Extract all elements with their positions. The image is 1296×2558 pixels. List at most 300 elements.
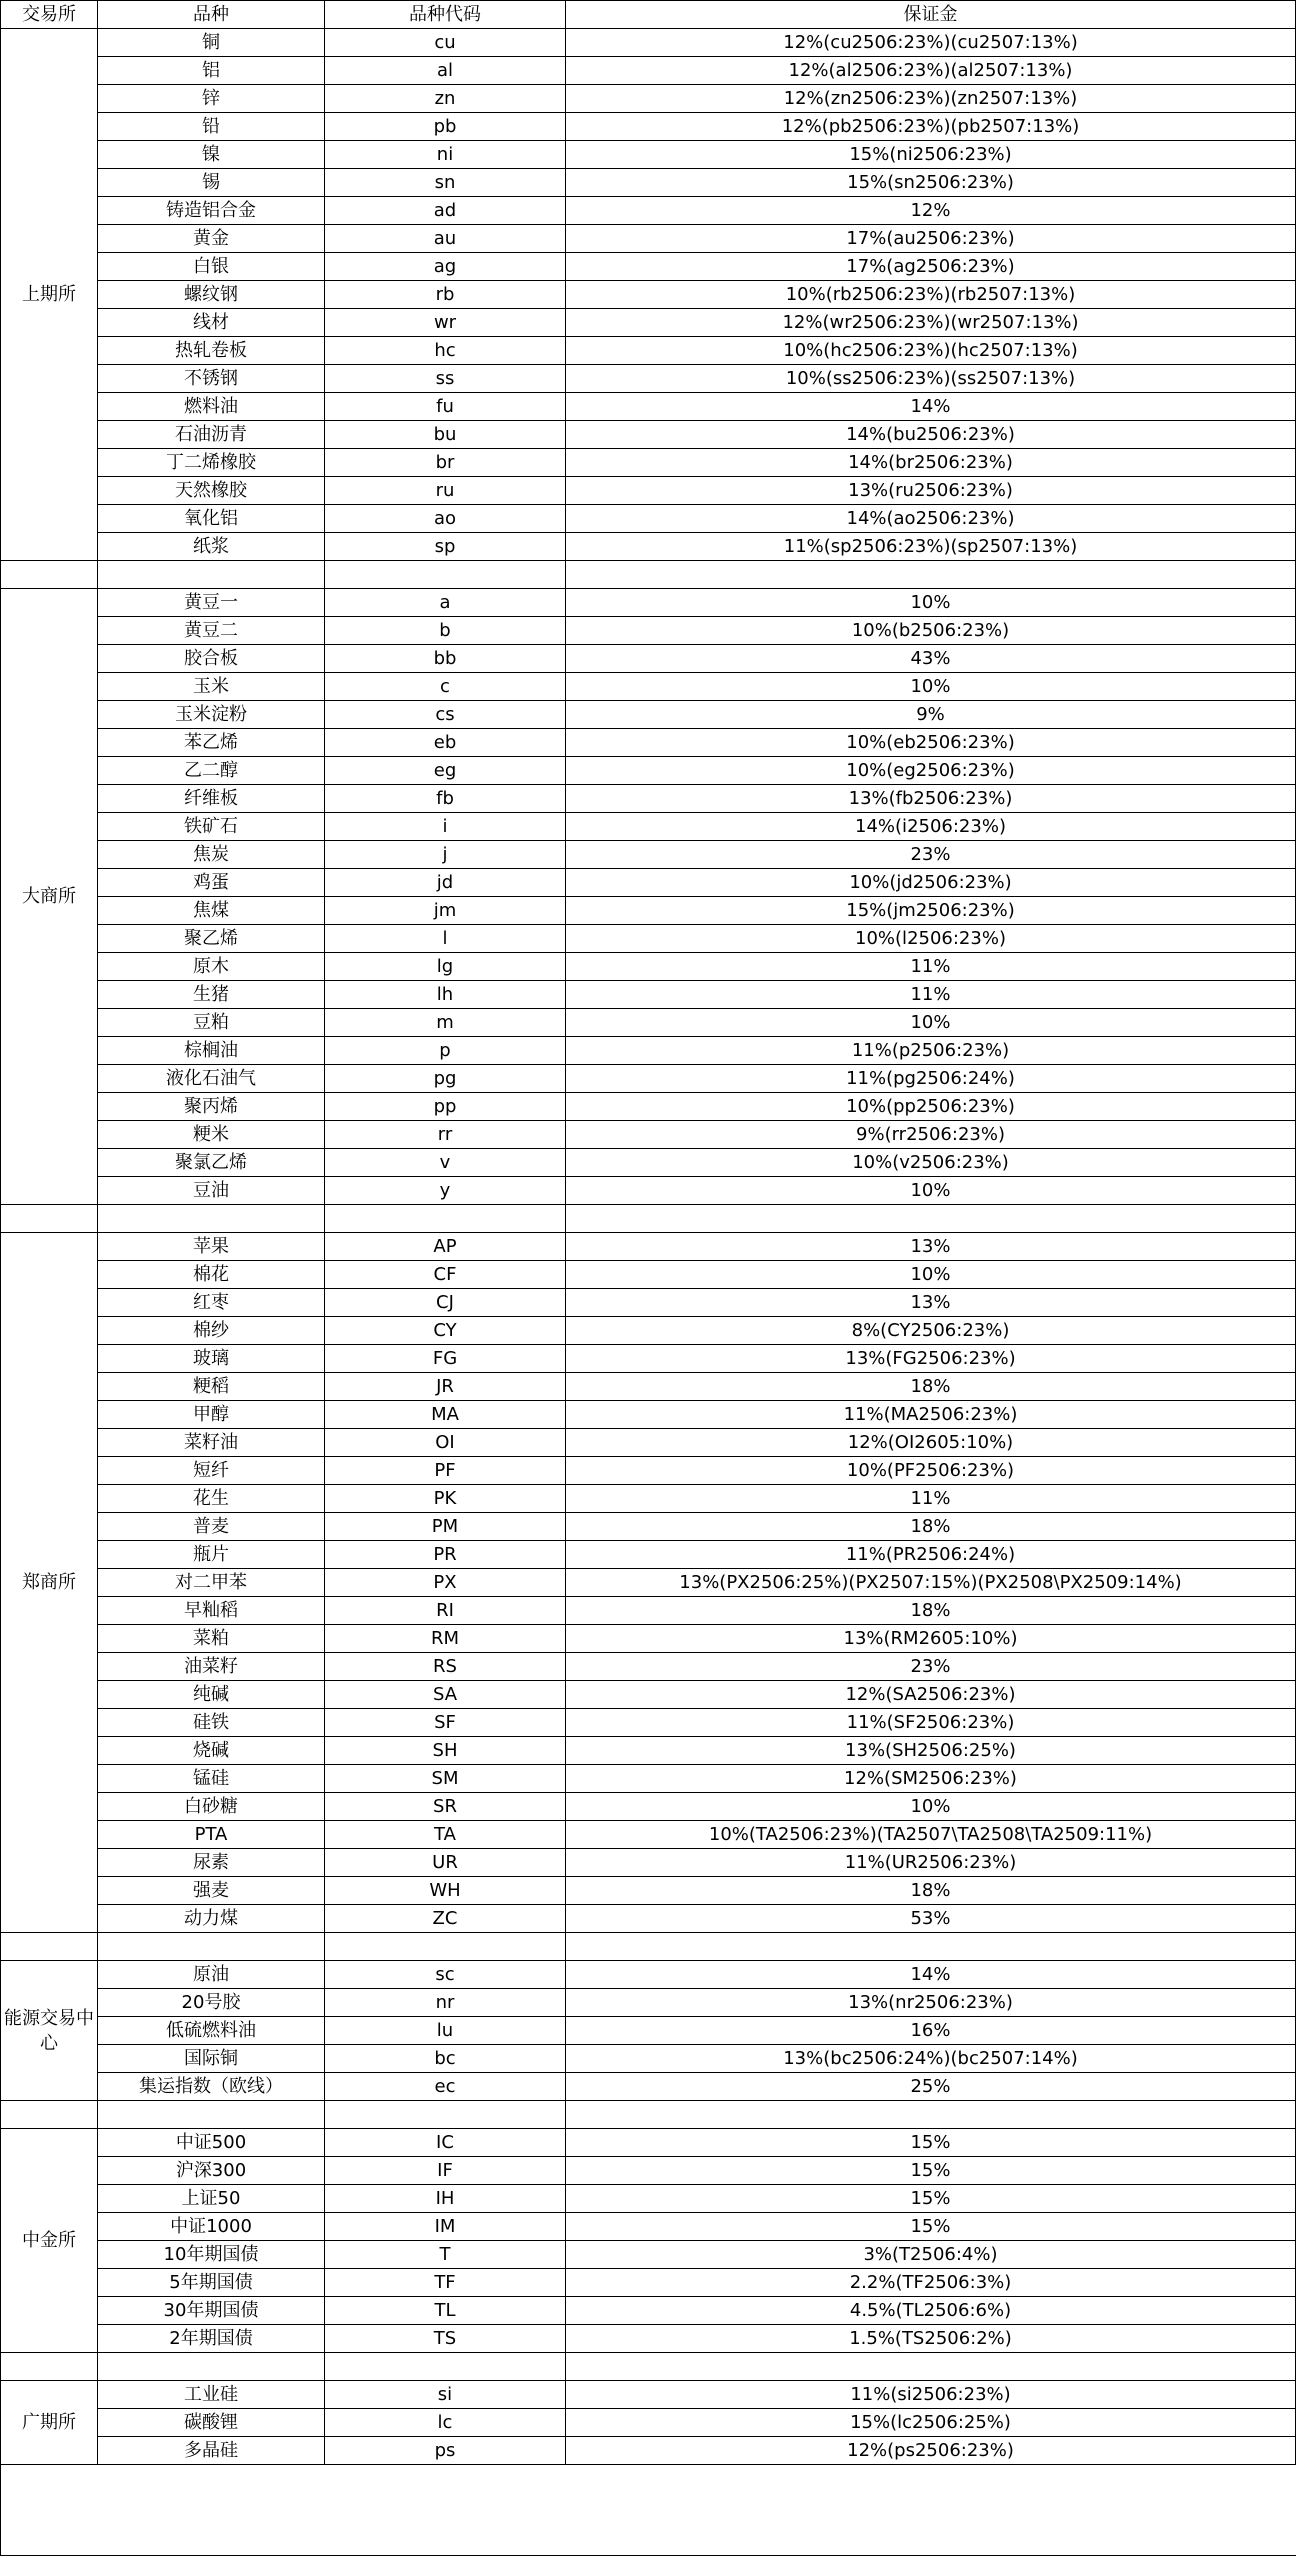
exchange-cell: 郑商所	[1, 1233, 98, 1933]
code-cell: TL	[325, 2297, 566, 2325]
code-cell: WH	[325, 1877, 566, 1905]
table-row	[1, 1653, 1296, 1681]
margin-cell: 12%(wr2506:23%)(wr2507:13%)	[566, 309, 1296, 337]
table-row	[1, 645, 1296, 673]
code-cell: i	[325, 813, 566, 841]
code-cell: RS	[325, 1653, 566, 1681]
code-cell: TA	[325, 1821, 566, 1849]
code-cell: bu	[325, 421, 566, 449]
variety-cell: 玉米淀粉	[98, 701, 325, 729]
code-cell: PM	[325, 1513, 566, 1541]
margin-cell: 18%	[566, 1513, 1296, 1541]
margin-cell: 12%(ps2506:23%)	[566, 2437, 1296, 2465]
variety-cell: 铝	[98, 57, 325, 85]
empty-footer-area	[0, 2464, 1296, 2556]
margin-cell: 10%	[566, 673, 1296, 701]
variety-cell: 乙二醇	[98, 757, 325, 785]
variety-cell: 氧化铝	[98, 505, 325, 533]
exchange-cell: 广期所	[1, 2381, 98, 2465]
variety-cell: 玉米	[98, 673, 325, 701]
table-row	[1, 2241, 1296, 2269]
variety-cell: 镍	[98, 141, 325, 169]
empty-cell	[1, 561, 98, 589]
code-cell: sc	[325, 1961, 566, 1989]
code-cell: bb	[325, 645, 566, 673]
code-cell: jm	[325, 897, 566, 925]
variety-cell: 硅铁	[98, 1709, 325, 1737]
code-cell: m	[325, 1009, 566, 1037]
table-row	[1, 785, 1296, 813]
variety-cell: 国际铜	[98, 2045, 325, 2073]
code-cell: PR	[325, 1541, 566, 1569]
variety-cell: 焦煤	[98, 897, 325, 925]
table-row	[1, 841, 1296, 869]
code-cell: br	[325, 449, 566, 477]
empty-cell	[325, 1205, 566, 1233]
empty-cell	[566, 1205, 1296, 1233]
code-cell: ru	[325, 477, 566, 505]
empty-cell	[325, 561, 566, 589]
margin-cell: 13%	[566, 1289, 1296, 1317]
margin-cell: 15%(lc2506:25%)	[566, 2409, 1296, 2437]
variety-cell: 聚乙烯	[98, 925, 325, 953]
margin-cell: 15%(sn2506:23%)	[566, 169, 1296, 197]
variety-cell: 多晶硅	[98, 2437, 325, 2465]
margin-cell: 12%(cu2506:23%)(cu2507:13%)	[566, 29, 1296, 57]
variety-cell: 原油	[98, 1961, 325, 1989]
empty-cell	[1, 2353, 98, 2381]
table-row	[1, 1905, 1296, 1933]
table-row	[1, 365, 1296, 393]
variety-cell: 石油沥青	[98, 421, 325, 449]
table-row	[1, 589, 1296, 617]
margin-cell: 14%(bu2506:23%)	[566, 421, 1296, 449]
variety-cell: 集运指数（欧线）	[98, 2073, 325, 2101]
variety-cell: 烧碱	[98, 1737, 325, 1765]
code-cell: ad	[325, 197, 566, 225]
code-cell: eb	[325, 729, 566, 757]
empty-cell	[566, 2353, 1296, 2381]
code-cell: lu	[325, 2017, 566, 2045]
margin-cell: 13%(ru2506:23%)	[566, 477, 1296, 505]
table-row	[1, 1961, 1296, 1989]
code-cell: fb	[325, 785, 566, 813]
table-row	[1, 1009, 1296, 1037]
table-row	[1, 1485, 1296, 1513]
code-cell: pb	[325, 113, 566, 141]
code-cell: j	[325, 841, 566, 869]
margin-cell: 13%(fb2506:23%)	[566, 785, 1296, 813]
empty-cell	[325, 2101, 566, 2129]
table-row	[1, 113, 1296, 141]
table-row	[1, 1877, 1296, 1905]
table-row	[1, 1289, 1296, 1317]
table-row	[1, 449, 1296, 477]
margin-cell: 43%	[566, 645, 1296, 673]
variety-cell: 尿素	[98, 1849, 325, 1877]
variety-cell: 不锈钢	[98, 365, 325, 393]
margin-cell: 1.5%(TS2506:2%)	[566, 2325, 1296, 2353]
margin-cell: 11%(PR2506:24%)	[566, 1541, 1296, 1569]
header-variety: 品种	[98, 1, 325, 29]
table-row	[1, 533, 1296, 561]
variety-cell: 苯乙烯	[98, 729, 325, 757]
code-cell: CJ	[325, 1289, 566, 1317]
header-row	[1, 1, 1296, 29]
code-cell: hc	[325, 337, 566, 365]
spacer-row	[1, 2353, 1296, 2381]
exchange-cell: 上期所	[1, 29, 98, 561]
code-cell: ss	[325, 365, 566, 393]
table-row	[1, 1513, 1296, 1541]
table-row	[1, 2017, 1296, 2045]
variety-cell: 铁矿石	[98, 813, 325, 841]
table-row	[1, 757, 1296, 785]
code-cell: bc	[325, 2045, 566, 2073]
exchange-cell: 中金所	[1, 2129, 98, 2353]
margin-cell: 15%(jm2506:23%)	[566, 897, 1296, 925]
margin-cell: 13%(nr2506:23%)	[566, 1989, 1296, 2017]
variety-cell: 菜粕	[98, 1625, 325, 1653]
table-row	[1, 1821, 1296, 1849]
code-cell: TS	[325, 2325, 566, 2353]
margin-cell: 17%(au2506:23%)	[566, 225, 1296, 253]
margin-cell: 18%	[566, 1373, 1296, 1401]
table-row	[1, 869, 1296, 897]
margin-cell: 14%	[566, 1961, 1296, 1989]
margin-cell: 10%(b2506:23%)	[566, 617, 1296, 645]
margin-cell: 11%(SF2506:23%)	[566, 1709, 1296, 1737]
variety-cell: 碳酸锂	[98, 2409, 325, 2437]
spacer-row	[1, 561, 1296, 589]
variety-cell: 甲醇	[98, 1401, 325, 1429]
variety-cell: 原木	[98, 953, 325, 981]
margin-cell: 13%(FG2506:23%)	[566, 1345, 1296, 1373]
table-row	[1, 337, 1296, 365]
empty-cell	[98, 561, 325, 589]
table-body	[1, 29, 1296, 2465]
code-cell: lh	[325, 981, 566, 1009]
table-row	[1, 2381, 1296, 2409]
code-cell: cu	[325, 29, 566, 57]
table-row	[1, 1261, 1296, 1289]
code-cell: OI	[325, 1429, 566, 1457]
table-row	[1, 1849, 1296, 1877]
variety-cell: 燃料油	[98, 393, 325, 421]
margin-cell: 11%	[566, 981, 1296, 1009]
variety-cell: 胶合板	[98, 645, 325, 673]
margin-cell: 14%(br2506:23%)	[566, 449, 1296, 477]
table-row	[1, 57, 1296, 85]
margin-cell: 23%	[566, 841, 1296, 869]
table-row	[1, 1625, 1296, 1653]
margin-cell: 10%(rb2506:23%)(rb2507:13%)	[566, 281, 1296, 309]
table-row	[1, 1737, 1296, 1765]
code-cell: pg	[325, 1065, 566, 1093]
table-row	[1, 925, 1296, 953]
code-cell: b	[325, 617, 566, 645]
margin-cell: 15%	[566, 2213, 1296, 2241]
table-row	[1, 953, 1296, 981]
margin-cell: 17%(ag2506:23%)	[566, 253, 1296, 281]
empty-cell	[566, 561, 1296, 589]
variety-cell: 油菜籽	[98, 1653, 325, 1681]
table-row	[1, 813, 1296, 841]
variety-cell: 5年期国债	[98, 2269, 325, 2297]
code-cell: AP	[325, 1233, 566, 1261]
table-row	[1, 1177, 1296, 1205]
code-cell: nr	[325, 1989, 566, 2017]
code-cell: al	[325, 57, 566, 85]
variety-cell: 铅	[98, 113, 325, 141]
code-cell: ni	[325, 141, 566, 169]
variety-cell: 纤维板	[98, 785, 325, 813]
code-cell: a	[325, 589, 566, 617]
code-cell: zn	[325, 85, 566, 113]
variety-cell: 锌	[98, 85, 325, 113]
variety-cell: 菜籽油	[98, 1429, 325, 1457]
margin-cell: 23%	[566, 1653, 1296, 1681]
code-cell: lg	[325, 953, 566, 981]
margin-cell: 13%(SH2506:25%)	[566, 1737, 1296, 1765]
variety-cell: 瓶片	[98, 1541, 325, 1569]
margin-cell: 8%(CY2506:23%)	[566, 1317, 1296, 1345]
code-cell: CF	[325, 1261, 566, 1289]
code-cell: SA	[325, 1681, 566, 1709]
table-row	[1, 1597, 1296, 1625]
table-row	[1, 1149, 1296, 1177]
margin-cell: 10%(jd2506:23%)	[566, 869, 1296, 897]
code-cell: SH	[325, 1737, 566, 1765]
table-row	[1, 1681, 1296, 1709]
table-row	[1, 253, 1296, 281]
margin-cell: 10%(TA2506:23%)(TA2507\TA2508\TA2509:11%)	[566, 1821, 1296, 1849]
variety-cell: 线材	[98, 309, 325, 337]
margin-cell: 10%(PF2506:23%)	[566, 1457, 1296, 1485]
margin-cell: 10%	[566, 1261, 1296, 1289]
table-row	[1, 1065, 1296, 1093]
variety-cell: 天然橡胶	[98, 477, 325, 505]
table-row	[1, 617, 1296, 645]
variety-cell: 聚氯乙烯	[98, 1149, 325, 1177]
table-row	[1, 309, 1296, 337]
variety-cell: 热轧卷板	[98, 337, 325, 365]
code-cell: c	[325, 673, 566, 701]
table-row	[1, 701, 1296, 729]
variety-cell: 纯碱	[98, 1681, 325, 1709]
spacer-row	[1, 2101, 1296, 2129]
code-cell: lc	[325, 2409, 566, 2437]
margin-cell: 10%(pp2506:23%)	[566, 1093, 1296, 1121]
variety-cell: 棕榈油	[98, 1037, 325, 1065]
variety-cell: 白砂糖	[98, 1793, 325, 1821]
variety-cell: 生猪	[98, 981, 325, 1009]
table-row	[1, 393, 1296, 421]
margin-cell: 14%(i2506:23%)	[566, 813, 1296, 841]
variety-cell: 棉花	[98, 1261, 325, 1289]
margin-cell: 11%(UR2506:23%)	[566, 1849, 1296, 1877]
code-cell: PK	[325, 1485, 566, 1513]
margin-cell: 18%	[566, 1597, 1296, 1625]
table-row	[1, 1317, 1296, 1345]
variety-cell: 花生	[98, 1485, 325, 1513]
variety-cell: 中证1000	[98, 2213, 325, 2241]
margin-cell: 11%	[566, 1485, 1296, 1513]
code-cell: IF	[325, 2157, 566, 2185]
code-cell: v	[325, 1149, 566, 1177]
header-exchange: 交易所	[1, 1, 98, 29]
margin-cell: 12%(zn2506:23%)(zn2507:13%)	[566, 85, 1296, 113]
margin-cell: 10%	[566, 1177, 1296, 1205]
code-cell: ZC	[325, 1905, 566, 1933]
margin-cell: 14%(ao2506:23%)	[566, 505, 1296, 533]
code-cell: SR	[325, 1793, 566, 1821]
margin-cell: 16%	[566, 2017, 1296, 2045]
empty-cell	[566, 1933, 1296, 1961]
margin-cell: 25%	[566, 2073, 1296, 2101]
code-cell: ao	[325, 505, 566, 533]
margin-cell: 10%	[566, 1793, 1296, 1821]
empty-cell	[98, 1205, 325, 1233]
variety-cell: 黄金	[98, 225, 325, 253]
margin-cell: 10%(hc2506:23%)(hc2507:13%)	[566, 337, 1296, 365]
table-row	[1, 2325, 1296, 2353]
table-row	[1, 85, 1296, 113]
code-cell: RM	[325, 1625, 566, 1653]
variety-cell: 纸浆	[98, 533, 325, 561]
table-row	[1, 2045, 1296, 2073]
margin-cell: 12%(al2506:23%)(al2507:13%)	[566, 57, 1296, 85]
variety-cell: 动力煤	[98, 1905, 325, 1933]
margin-cell: 14%	[566, 393, 1296, 421]
margin-cell: 10%(v2506:23%)	[566, 1149, 1296, 1177]
code-cell: SM	[325, 1765, 566, 1793]
table-row	[1, 981, 1296, 1009]
table-row	[1, 2437, 1296, 2465]
variety-cell: 液化石油气	[98, 1065, 325, 1093]
code-cell: TF	[325, 2269, 566, 2297]
table-row	[1, 505, 1296, 533]
variety-cell: 聚丙烯	[98, 1093, 325, 1121]
table-row	[1, 729, 1296, 757]
margin-cell: 15%	[566, 2157, 1296, 2185]
table-row	[1, 1989, 1296, 2017]
table-row	[1, 1345, 1296, 1373]
margin-cell: 9%	[566, 701, 1296, 729]
table-row	[1, 1569, 1296, 1597]
variety-cell: 铜	[98, 29, 325, 57]
code-cell: ps	[325, 2437, 566, 2465]
code-cell: l	[325, 925, 566, 953]
margin-cell: 12%	[566, 197, 1296, 225]
variety-cell: 焦炭	[98, 841, 325, 869]
table-row	[1, 29, 1296, 57]
margin-cell: 13%(bc2506:24%)(bc2507:14%)	[566, 2045, 1296, 2073]
variety-cell: 2年期国债	[98, 2325, 325, 2353]
code-cell: SF	[325, 1709, 566, 1737]
table-row	[1, 2409, 1296, 2437]
empty-cell	[98, 1933, 325, 1961]
variety-cell: 上证50	[98, 2185, 325, 2213]
code-cell: wr	[325, 309, 566, 337]
table-row	[1, 2297, 1296, 2325]
table-row	[1, 2269, 1296, 2297]
code-cell: fu	[325, 393, 566, 421]
table-row	[1, 897, 1296, 925]
variety-cell: 10年期国债	[98, 2241, 325, 2269]
variety-cell: 粳稻	[98, 1373, 325, 1401]
code-cell: FG	[325, 1345, 566, 1373]
margin-cell: 4.5%(TL2506:6%)	[566, 2297, 1296, 2325]
variety-cell: 棉纱	[98, 1317, 325, 1345]
table-row	[1, 197, 1296, 225]
variety-cell: 豆粕	[98, 1009, 325, 1037]
code-cell: si	[325, 2381, 566, 2409]
code-cell: ag	[325, 253, 566, 281]
variety-cell: 白银	[98, 253, 325, 281]
table-row	[1, 1765, 1296, 1793]
margin-cell: 11%	[566, 953, 1296, 981]
code-cell: IH	[325, 2185, 566, 2213]
margin-cell: 12%(SA2506:23%)	[566, 1681, 1296, 1709]
variety-cell: 对二甲苯	[98, 1569, 325, 1597]
margin-cell: 11%(pg2506:24%)	[566, 1065, 1296, 1093]
header-code: 品种代码	[325, 1, 566, 29]
variety-cell: 20号胶	[98, 1989, 325, 2017]
margin-cell: 15%	[566, 2129, 1296, 2157]
variety-cell: 红枣	[98, 1289, 325, 1317]
code-cell: cs	[325, 701, 566, 729]
exchange-cell: 大商所	[1, 589, 98, 1205]
empty-cell	[1, 1933, 98, 1961]
margin-cell: 11%(p2506:23%)	[566, 1037, 1296, 1065]
table-row	[1, 2157, 1296, 2185]
table-row	[1, 1037, 1296, 1065]
margin-cell: 10%(l2506:23%)	[566, 925, 1296, 953]
header-margin: 保证金	[566, 1, 1296, 29]
empty-cell	[325, 1933, 566, 1961]
code-cell: PF	[325, 1457, 566, 1485]
variety-cell: 铸造铝合金	[98, 197, 325, 225]
variety-cell: PTA	[98, 1821, 325, 1849]
margin-cell: 10%	[566, 1009, 1296, 1037]
table-row	[1, 477, 1296, 505]
margin-cell: 13%	[566, 1233, 1296, 1261]
margin-cell: 12%(OI2605:10%)	[566, 1429, 1296, 1457]
margin-cell: 9%(rr2506:23%)	[566, 1121, 1296, 1149]
empty-cell	[98, 2101, 325, 2129]
table-row	[1, 2129, 1296, 2157]
margin-cell: 11%(sp2506:23%)(sp2507:13%)	[566, 533, 1296, 561]
margin-cell: 53%	[566, 1905, 1296, 1933]
variety-cell: 沪深300	[98, 2157, 325, 2185]
table-row	[1, 421, 1296, 449]
table-row	[1, 673, 1296, 701]
variety-cell: 早籼稻	[98, 1597, 325, 1625]
margin-cell: 12%(SM2506:23%)	[566, 1765, 1296, 1793]
code-cell: au	[325, 225, 566, 253]
variety-cell: 玻璃	[98, 1345, 325, 1373]
table-row	[1, 1793, 1296, 1821]
variety-cell: 螺纹钢	[98, 281, 325, 309]
code-cell: T	[325, 2241, 566, 2269]
code-cell: rr	[325, 1121, 566, 1149]
variety-cell: 锰硅	[98, 1765, 325, 1793]
table-row	[1, 225, 1296, 253]
table-row	[1, 2185, 1296, 2213]
code-cell: PX	[325, 1569, 566, 1597]
margin-cell: 2.2%(TF2506:3%)	[566, 2269, 1296, 2297]
